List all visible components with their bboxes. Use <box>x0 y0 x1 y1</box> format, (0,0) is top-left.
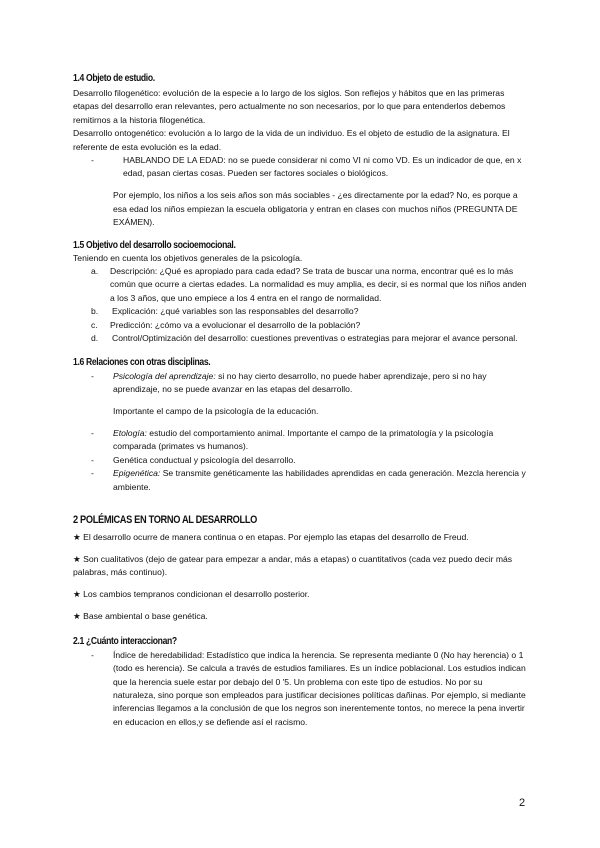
list-item-text <box>113 467 527 494</box>
term-description: Se transmite genéticamente las habilidades aprendidas en cada generación. Mezcla herencia y ambiente. <box>113 468 526 492</box>
dash-marker: - <box>91 427 94 438</box>
paragraph-ontogenetico: Desarrollo ontogenético: evolución a lo largo de la vida de un individuo. Es el objeto de estudio de la asignatura. El referente de esta evolución es la edad. <box>73 128 510 152</box>
page-content <box>73 73 527 729</box>
heading-polemicas: 2 POLÉMICAS EN TORNO AL DESARROLLO <box>73 513 258 526</box>
list-item <box>73 265 527 305</box>
list-marker: d. <box>91 333 99 344</box>
star-item <box>73 588 527 601</box>
star-item <box>73 553 527 580</box>
star-icon: ★ <box>73 553 81 564</box>
list-item-text <box>113 370 527 397</box>
list-item-text: HABLANDO DE LA EDAD: no se puede considerar ni como VI ni como VD. Es un indicador de que, en x edad, pasan ciertas cosas. Pueden ser factores sociales o biológicos. <box>123 155 522 179</box>
star-item <box>73 610 527 623</box>
list-item <box>73 319 527 332</box>
star-icon: ★ <box>73 611 81 622</box>
dash-marker: - <box>91 370 94 381</box>
list-item <box>73 649 527 729</box>
heading-objeto-estudio: 1.4 Objeto de estudio. <box>73 73 155 84</box>
list-item-continuation: Por ejemplo, los niños a los seis años son más sociables - ¿es directamente por la edad? No, es porque a esa edad los niños empiezan la escuela obligatoria y entran en clases con muchos niños (PREGUNTA DE EXÁMEN). <box>113 190 518 228</box>
paragraph-filogenetico: Desarrollo filogenético: evolución de la especie a lo largo de los siglos. Son reflejos y hábitos que en las primeras etapas del desarrollo eran relevantes, pero actualmente no son necesarios, por lo que para entenderlos debemos remitirnos a la historia filogenética. <box>73 88 506 125</box>
term-etologia: Etología: <box>113 427 147 438</box>
star-item-text: Son cualitativos (dejo de gatear para empezar a andar, más a etapas) o cuantitativos (cada vez puedo decir más palabras, más continuo). <box>73 553 513 578</box>
list-item <box>73 332 527 345</box>
paragraph-intro-objetivos: Teniendo en cuenta los objetivos generales de la psicología. <box>73 252 303 263</box>
list-item-text <box>113 427 527 454</box>
list-item <box>73 427 527 454</box>
dash-marker: - <box>91 155 94 166</box>
heading-objetivo-desarrollo: 1.5 Objetivo del desarrollo socioemocional. <box>73 239 236 251</box>
star-item-text: Base ambiental o base genética. <box>83 611 208 622</box>
list-item-text: Explicación: ¿qué variables son las responsables del desarrollo? <box>112 306 359 317</box>
dash-marker: - <box>91 468 94 479</box>
list-item-text: Control/Optimización del desarrollo: cuestiones preventivas o estrategias para mejorar el avance personal. <box>112 333 518 344</box>
star-item <box>73 531 527 544</box>
term-epigenetica: Epigenética: <box>113 468 161 479</box>
list-item-text: Descripción: ¿Qué es apropiado para cada edad? Se trata de buscar una norma, encontrar qué es lo más común que ocurre a ciertas edades. La normalidad es muy amplia, es decir, si es normal que los niños anden a los 3 años, que uno empiece a los 4 entra en el rango de normalidad. <box>110 266 527 303</box>
star-item-text: El desarrollo ocurre de manera continua o en etapas. Por ejemplo las etapas del desarrollo de Freud. <box>83 531 469 542</box>
heading-relaciones-disciplinas: 1.6 Relaciones con otras disciplinas. <box>73 356 211 368</box>
list-item-text: Predicción: ¿cómo va a evolucionar el desarrollo de la población? <box>110 319 361 330</box>
list-item <box>73 454 527 467</box>
list-item-text: Índice de heredabilidad: Estadístico que indica la herencia. Se representa mediante 0 (No hay herencia) o 1 (todo es herencia). Se calcula a través de estudios familiares. Es un índice poblacional. Los estudios indican que la herencia suele estar por debajo del 0 '5. Un problema con este tipo de estudios. No por su naturaleza, sino porque son empleados para justificar decisiones políticas dañinas. Por ejemplo, si mediante inferencias llegamos a la conclusión de que los negros son inerentemente tontos, no merece la pena invertir en educacion en ellos,y se defiende así el racismo. <box>113 649 526 727</box>
page-number: 2 <box>519 797 526 809</box>
dash-marker: - <box>91 649 94 660</box>
list-item-continuation: Importante el campo de la psicología de la educación. <box>113 405 319 416</box>
list-item <box>73 467 527 494</box>
list-marker: a. <box>91 266 99 277</box>
list-item <box>73 305 527 318</box>
list-item-text: Genética conductual y psicología del desarrollo. <box>113 454 296 465</box>
term-description: si no hay cierto desarrollo, no puede haber aprendizaje, pero si no hay aprendizaje, no se puede avanzar en las etapas del desarrollo. <box>113 370 487 394</box>
dash-marker: - <box>91 454 94 465</box>
list-marker: c. <box>91 319 98 330</box>
star-icon: ★ <box>73 531 81 542</box>
star-icon: ★ <box>73 589 81 600</box>
list-item <box>73 154 527 181</box>
star-item-text: Los cambios tempranos condicionan el desarrollo posterior. <box>83 589 310 600</box>
term-description: estudio del comportamiento animal. Importante el campo de la primatología y la psicología comparada (primates vs humanos). <box>113 427 494 452</box>
term-psicologia-aprendizaje: Psicología del aprendizaje: <box>113 370 216 381</box>
heading-cuanto-interaccionan: 2.1 ¿Cuánto interaccionan? <box>73 635 177 647</box>
list-marker: b. <box>91 306 99 317</box>
list-item <box>73 370 527 397</box>
